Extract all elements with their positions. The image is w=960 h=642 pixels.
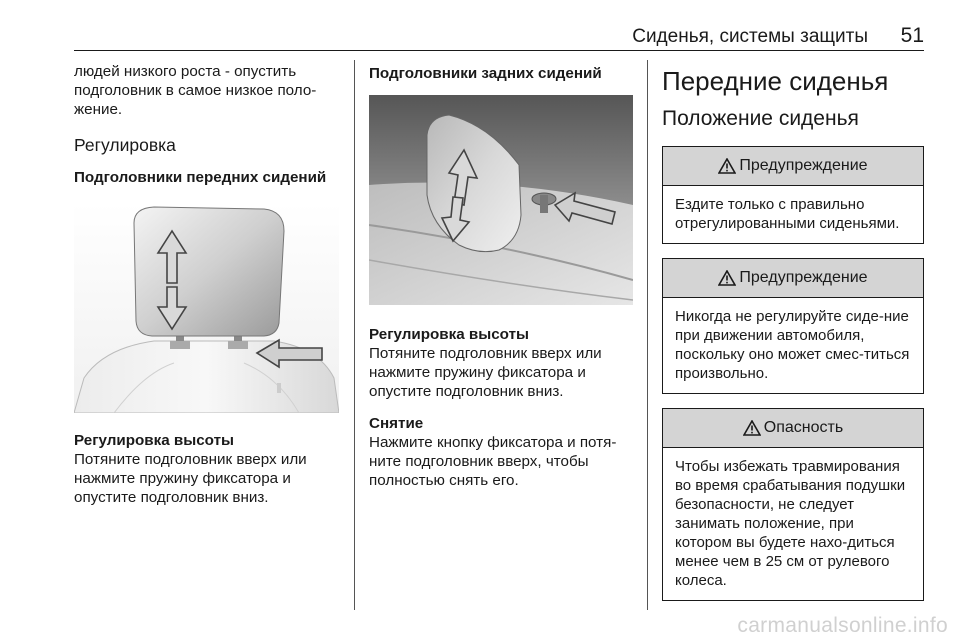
warning-box-header: [663, 259, 923, 298]
column-1: [74, 62, 344, 507]
column-2: [369, 62, 635, 490]
warning-box: [662, 146, 924, 244]
heading-adjust: Регулировка: [74, 134, 176, 155]
warning-box-text: Никогда не регулируйте сиде-ние при движении автомобиля, поскольку оно может смес-титься произвольно.: [675, 308, 910, 382]
subheading-front-headrests: Подголовники передних сидений: [74, 168, 327, 186]
danger-box-header: [663, 409, 923, 448]
column-divider: [647, 60, 648, 610]
warning-box-header: [663, 147, 923, 186]
warning-box-title: Предупреждение: [739, 269, 868, 286]
danger-box-text: Чтобы избежать травмирования во время срабатывания подушки безопасности, не следует занимать положение, при котором вы будете нахо-диться менее чем в 25 см от рулевого колеса.: [675, 458, 906, 589]
danger-box-title: Опасность: [763, 419, 844, 436]
page-header: [74, 24, 924, 51]
warning-box-text: Ездите только с правильно отрегулированными сиденьями.: [675, 196, 900, 232]
section-heading: Передние сиденья: [662, 66, 889, 96]
height-adjust-text-rear: Потяните подголовник вверх или нажмите пружину фиксатора и опустите подголовник вниз.: [369, 345, 602, 401]
section-subheading: Положение сиденья: [662, 107, 859, 130]
intro-text: людей низкого роста - опустить подголовник в самое низкое поло-жение.: [74, 63, 317, 119]
warning-triangle-icon: [718, 270, 736, 286]
column-3: [662, 62, 924, 601]
rear-headrest-illustration: [369, 95, 633, 305]
subheading-rear-headrests: Подголовники задних сидений: [369, 65, 602, 82]
watermark: carmanualsonline.info: [737, 614, 948, 637]
removal-heading: Снятие: [369, 414, 424, 432]
page-number: 51: [900, 24, 924, 47]
warning-box: [662, 258, 924, 394]
danger-box: [662, 408, 924, 601]
warning-triangle-icon: [743, 420, 761, 436]
height-adjust-text: Потяните подголовник вверх или нажмите пружину фиксатора и опустите подголовник вниз.: [74, 450, 307, 507]
section-title: Сиденья, системы защиты: [632, 26, 868, 47]
height-adjust-heading-rear: Регулировка высоты: [369, 326, 529, 343]
warning-box-title: Предупреждение: [739, 157, 868, 174]
height-adjust-heading: Регулировка высоты: [74, 431, 234, 449]
warning-triangle-icon: [718, 158, 736, 174]
front-headrest-illustration: [74, 203, 339, 413]
removal-text: Нажмите кнопку фиксатора и потя-ните подголовник вверх, чтобы полностью снять его.: [369, 433, 617, 490]
column-divider: [354, 60, 355, 610]
